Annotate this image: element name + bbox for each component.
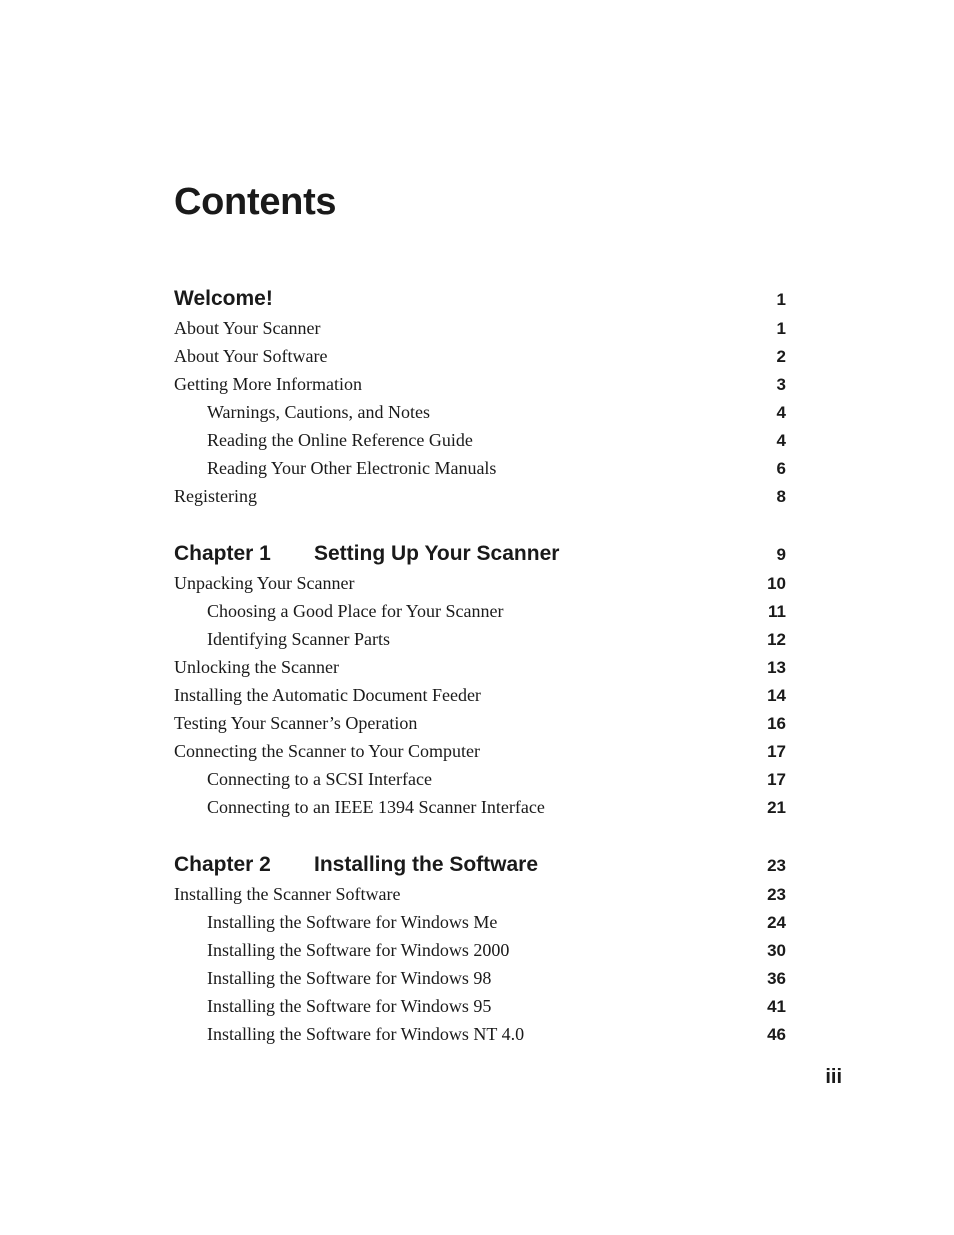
toc-entry — [174, 992, 786, 1020]
entry-title: Warnings, Cautions, and Notes — [207, 402, 431, 422]
toc-entry — [174, 793, 786, 821]
section-page-number: 1 — [776, 290, 786, 309]
toc-entry — [174, 964, 786, 992]
entry-page-number: 2 — [776, 347, 786, 366]
toc-entry — [174, 625, 786, 653]
entry-page-number: 8 — [776, 487, 786, 506]
entry-title: Identifying Scanner Parts — [207, 629, 390, 649]
section-title: Installing the Software — [314, 853, 539, 876]
section-heading — [174, 536, 786, 566]
toc-entry — [174, 597, 786, 625]
entry-page-number: 21 — [767, 798, 786, 817]
toc-entry — [174, 908, 786, 936]
toc-section — [174, 847, 786, 1048]
toc-section — [174, 536, 786, 821]
entry-title: Reading the Online Reference Guide — [207, 430, 473, 450]
entry-title: Getting More Information — [174, 374, 362, 394]
toc-entry — [174, 936, 786, 964]
entry-title: Testing Your Scanner’s Operation — [174, 713, 418, 733]
toc-entry — [174, 482, 786, 510]
section-heading — [174, 281, 786, 311]
toc-entry — [174, 653, 786, 681]
toc-entry — [174, 370, 786, 398]
toc-entry — [174, 569, 786, 597]
toc-entry — [174, 880, 786, 908]
entry-title: Installing the Software for Windows 95 — [207, 996, 492, 1016]
entry-title: Connecting to an IEEE 1394 Scanner Interface — [207, 797, 545, 817]
toc-entry — [174, 314, 786, 342]
entry-page-number: 17 — [767, 770, 786, 789]
section-title: Setting Up Your Scanner — [314, 542, 560, 565]
entry-title: Registering — [174, 486, 257, 506]
entry-title: About Your Scanner — [174, 318, 321, 338]
section-heading — [174, 847, 786, 877]
toc-entry — [174, 454, 786, 482]
entry-page-number: 13 — [767, 658, 786, 677]
section-title: Welcome! — [174, 287, 273, 310]
entry-page-number: 4 — [776, 431, 786, 450]
entry-page-number: 41 — [767, 997, 786, 1016]
page-title: Contents — [174, 181, 337, 223]
entry-title: Unlocking the Scanner — [174, 657, 339, 677]
chapter-label: Chapter 1 — [174, 542, 271, 565]
toc-entry — [174, 398, 786, 426]
entry-title: Unpacking Your Scanner — [174, 573, 355, 593]
entry-page-number: 23 — [767, 885, 786, 904]
toc-entry — [174, 1020, 786, 1048]
section-page-number: 9 — [776, 545, 786, 564]
entry-page-number: 24 — [767, 913, 786, 932]
toc-entry — [174, 765, 786, 793]
entry-title: Installing the Software for Windows Me — [207, 912, 498, 932]
entry-page-number: 16 — [767, 714, 786, 733]
entry-title: Installing the Automatic Document Feeder — [174, 685, 481, 705]
entry-page-number: 46 — [767, 1025, 786, 1044]
entry-title: Installing the Software for Windows 2000 — [207, 940, 510, 960]
chapter-label: Chapter 2 — [174, 853, 271, 876]
toc-entry — [174, 342, 786, 370]
entry-page-number: 1 — [776, 319, 786, 338]
entry-title: Installing the Scanner Software — [174, 884, 401, 904]
entry-page-number: 36 — [767, 969, 786, 988]
entry-title: Reading Your Other Electronic Manuals — [207, 458, 497, 478]
entry-page-number: 12 — [767, 630, 786, 649]
entry-title: Installing the Software for Windows 98 — [207, 968, 492, 988]
entry-page-number: 6 — [776, 459, 786, 478]
entry-page-number: 14 — [767, 686, 786, 705]
entry-title: Installing the Software for Windows NT 4.0 — [207, 1024, 525, 1044]
entry-page-number: 3 — [776, 375, 786, 394]
entry-page-number: 4 — [776, 403, 786, 422]
entry-title: Choosing a Good Place for Your Scanner — [207, 601, 504, 621]
entry-title: About Your Software — [174, 346, 328, 366]
table-of-contents — [174, 281, 786, 1074]
section-page-number: 23 — [767, 856, 786, 875]
entry-page-number: 11 — [768, 602, 786, 621]
entry-page-number: 30 — [767, 941, 786, 960]
toc-entry — [174, 737, 786, 765]
toc-entry — [174, 681, 786, 709]
toc-entry — [174, 709, 786, 737]
entry-title: Connecting the Scanner to Your Computer — [174, 741, 480, 761]
entry-page-number: 17 — [767, 742, 786, 761]
entry-page-number: 10 — [767, 574, 786, 593]
entry-title: Connecting to a SCSI Interface — [207, 769, 432, 789]
toc-entry — [174, 426, 786, 454]
toc-section — [174, 281, 786, 510]
page-number: iii — [825, 1066, 842, 1088]
